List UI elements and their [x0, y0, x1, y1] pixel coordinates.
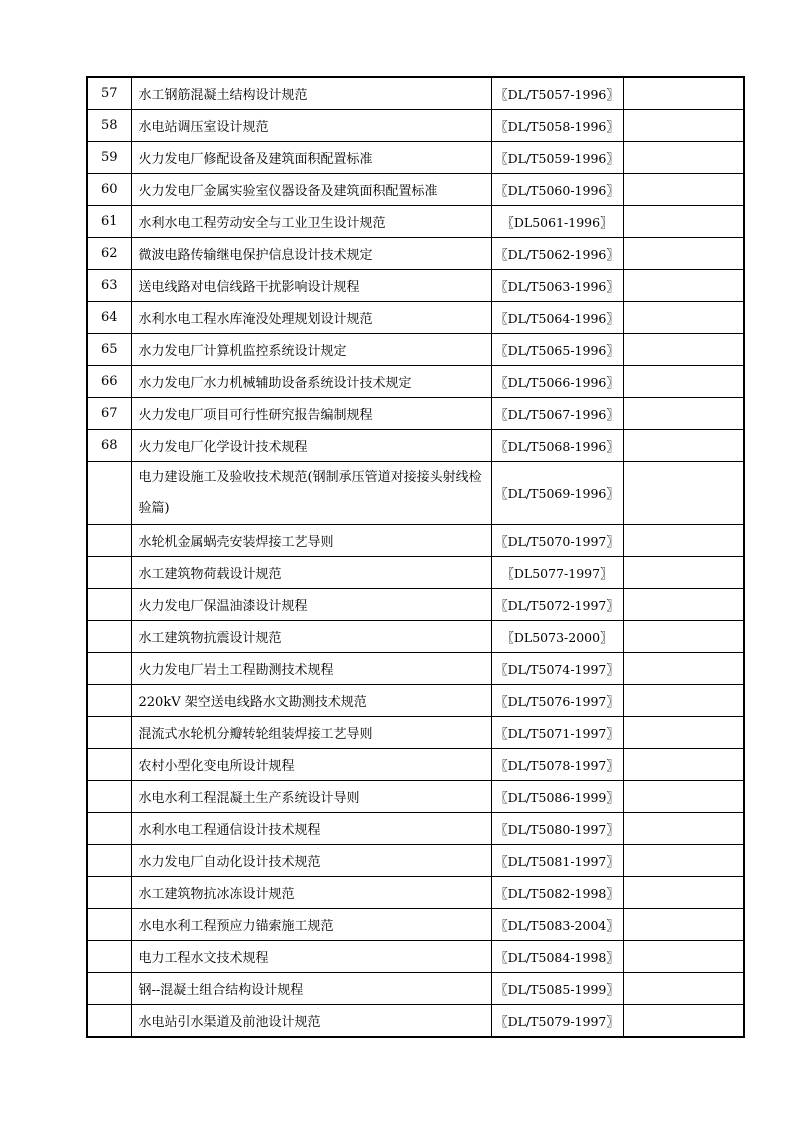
- remark-cell: [623, 302, 744, 334]
- standard-name: 火力发电厂化学设计技术规程: [131, 430, 491, 462]
- table-row: [87, 462, 744, 525]
- table-row: [87, 1005, 744, 1038]
- remark-cell: [623, 621, 744, 653]
- table-row: [87, 845, 744, 877]
- standard-code: 〖DL/T5060-1996〗: [491, 174, 623, 206]
- row-number: [87, 557, 131, 589]
- remark-cell: [623, 1005, 744, 1038]
- standard-name: 水力发电厂自动化设计技术规范: [131, 845, 491, 877]
- table-row: [87, 366, 744, 398]
- table-row: [87, 174, 744, 206]
- standard-code: 〖DL5077-1997〗: [491, 557, 623, 589]
- standard-code: 〖DL/T5066-1996〗: [491, 366, 623, 398]
- table-row: [87, 430, 744, 462]
- standard-code: 〖DL/T5082-1998〗: [491, 877, 623, 909]
- row-number: 65: [87, 334, 131, 366]
- standard-code: 〖DL/T5067-1996〗: [491, 398, 623, 430]
- remark-cell: [623, 909, 744, 941]
- remark-cell: [623, 270, 744, 302]
- standard-code: 〖DL/T5086-1999〗: [491, 781, 623, 813]
- remark-cell: [623, 366, 744, 398]
- row-number: [87, 717, 131, 749]
- standard-name: 水工建筑物荷载设计规范: [131, 557, 491, 589]
- row-number: 58: [87, 110, 131, 142]
- remark-cell: [623, 973, 744, 1005]
- remark-cell: [623, 813, 744, 845]
- table-row: [87, 238, 744, 270]
- row-number: 63: [87, 270, 131, 302]
- standard-code: 〖DL/T5058-1996〗: [491, 110, 623, 142]
- table-row: [87, 302, 744, 334]
- row-number: [87, 781, 131, 813]
- standard-code: 〖DL/T5081-1997〗: [491, 845, 623, 877]
- standard-name: 水利水电工程水库淹没处理规划设计规范: [131, 302, 491, 334]
- remark-cell: [623, 845, 744, 877]
- table-row: [87, 142, 744, 174]
- standard-code: 〖DL/T5063-1996〗: [491, 270, 623, 302]
- remark-cell: [623, 717, 744, 749]
- table-row: [87, 621, 744, 653]
- standard-name: 火力发电厂岩土工程勘测技术规程: [131, 653, 491, 685]
- standard-name: 火力发电厂保温油漆设计规程: [131, 589, 491, 621]
- remark-cell: [623, 557, 744, 589]
- row-number: [87, 813, 131, 845]
- table-row: [87, 717, 744, 749]
- row-number: [87, 462, 131, 525]
- row-number: [87, 653, 131, 685]
- table-row: [87, 270, 744, 302]
- row-number: [87, 909, 131, 941]
- standards-table: [86, 76, 745, 1038]
- table-row: [87, 973, 744, 1005]
- standard-code: 〖DL/T5065-1996〗: [491, 334, 623, 366]
- standard-code: 〖DL/T5057-1996〗: [491, 77, 623, 110]
- remark-cell: [623, 430, 744, 462]
- remark-cell: [623, 398, 744, 430]
- standards-table-body: [87, 77, 744, 1037]
- table-row: [87, 206, 744, 238]
- standard-code: 〖DL/T5085-1999〗: [491, 973, 623, 1005]
- standard-name: 电力工程水文技术规程: [131, 941, 491, 973]
- row-number: 61: [87, 206, 131, 238]
- remark-cell: [623, 238, 744, 270]
- standard-code: 〖DL5073-2000〗: [491, 621, 623, 653]
- standard-name: 水工建筑物抗冰冻设计规范: [131, 877, 491, 909]
- standard-name: 水力发电厂计算机监控系统设计规定: [131, 334, 491, 366]
- standard-name: 混流式水轮机分瓣转轮组装焊接工艺导则: [131, 717, 491, 749]
- row-number: [87, 1005, 131, 1038]
- standard-code: 〖DL/T5072-1997〗: [491, 589, 623, 621]
- standard-name: 水工钢筋混凝土结构设计规范: [131, 77, 491, 110]
- standard-name: 送电线路对电信线路干扰影响设计规程: [131, 270, 491, 302]
- standard-code: 〖DL/T5083-2004〗: [491, 909, 623, 941]
- remark-cell: [623, 941, 744, 973]
- standard-name: 火力发电厂修配设备及建筑面积配置标准: [131, 142, 491, 174]
- row-number: 66: [87, 366, 131, 398]
- standard-code: 〖DL/T5064-1996〗: [491, 302, 623, 334]
- standard-name: 农村小型化变电所设计规程: [131, 749, 491, 781]
- row-number: [87, 877, 131, 909]
- standard-code: 〖DL/T5070-1997〗: [491, 525, 623, 557]
- standard-name: 220kV 架空送电线路水文勘测技术规范: [131, 685, 491, 717]
- table-row: [87, 877, 744, 909]
- standard-name: 水电水利工程混凝土生产系统设计导则: [131, 781, 491, 813]
- table-row: [87, 557, 744, 589]
- standard-code: 〖DL/T5084-1998〗: [491, 941, 623, 973]
- table-row: [87, 110, 744, 142]
- row-number: [87, 973, 131, 1005]
- remark-cell: [623, 781, 744, 813]
- standard-name: 钢--混凝土组合结构设计规程: [131, 973, 491, 1005]
- remark-cell: [623, 110, 744, 142]
- standard-code: 〖DL/T5071-1997〗: [491, 717, 623, 749]
- standard-name: 水轮机金属蜗壳安装焊接工艺导则: [131, 525, 491, 557]
- remark-cell: [623, 462, 744, 525]
- row-number: [87, 845, 131, 877]
- standard-code: 〖DL/T5068-1996〗: [491, 430, 623, 462]
- row-number: 67: [87, 398, 131, 430]
- standard-code: 〖DL/T5059-1996〗: [491, 142, 623, 174]
- table-row: [87, 749, 744, 781]
- table-row: [87, 813, 744, 845]
- row-number: [87, 941, 131, 973]
- remark-cell: [623, 877, 744, 909]
- row-number: 64: [87, 302, 131, 334]
- standard-name: 水电站调压室设计规范: [131, 110, 491, 142]
- table-row: [87, 909, 744, 941]
- table-row: [87, 653, 744, 685]
- table-row: [87, 589, 744, 621]
- standard-name: 水利水电工程劳动安全与工业卫生设计规范: [131, 206, 491, 238]
- remark-cell: [623, 749, 744, 781]
- remark-cell: [623, 206, 744, 238]
- standard-code: 〖DL/T5078-1997〗: [491, 749, 623, 781]
- standard-name: 微波电路传输继电保护信息设计技术规定: [131, 238, 491, 270]
- standard-name: 电力建设施工及验收技术规范(钢制承压管道对接接头射线检验篇): [131, 462, 491, 525]
- row-number: [87, 525, 131, 557]
- remark-cell: [623, 142, 744, 174]
- row-number: [87, 589, 131, 621]
- table-row: [87, 781, 744, 813]
- standard-code: 〖DL/T5079-1997〗: [491, 1005, 623, 1038]
- table-row: [87, 685, 744, 717]
- remark-cell: [623, 77, 744, 110]
- table-row: [87, 941, 744, 973]
- row-number: 59: [87, 142, 131, 174]
- remark-cell: [623, 685, 744, 717]
- standard-name: 水电站引水渠道及前池设计规范: [131, 1005, 491, 1038]
- remark-cell: [623, 174, 744, 206]
- remark-cell: [623, 334, 744, 366]
- standard-code: 〖DL/T5069-1996〗: [491, 462, 623, 525]
- standard-name: 水电水利工程预应力锚索施工规范: [131, 909, 491, 941]
- remark-cell: [623, 525, 744, 557]
- table-row: [87, 398, 744, 430]
- row-number: 60: [87, 174, 131, 206]
- table-row: [87, 525, 744, 557]
- remark-cell: [623, 653, 744, 685]
- row-number: 62: [87, 238, 131, 270]
- standard-name: 水工建筑物抗震设计规范: [131, 621, 491, 653]
- standard-name: 水利水电工程通信设计技术规程: [131, 813, 491, 845]
- standard-name: 水力发电厂水力机械辅助设备系统设计技术规定: [131, 366, 491, 398]
- standard-name: 火力发电厂项目可行性研究报告编制规程: [131, 398, 491, 430]
- standard-code: 〖DL5061-1996〗: [491, 206, 623, 238]
- table-row: [87, 334, 744, 366]
- row-number: 68: [87, 430, 131, 462]
- standard-code: 〖DL/T5080-1997〗: [491, 813, 623, 845]
- remark-cell: [623, 589, 744, 621]
- row-number: [87, 685, 131, 717]
- row-number: 57: [87, 77, 131, 110]
- table-row: [87, 77, 744, 110]
- standard-name: 火力发电厂金属实验室仪器设备及建筑面积配置标准: [131, 174, 491, 206]
- standard-code: 〖DL/T5076-1997〗: [491, 685, 623, 717]
- row-number: [87, 621, 131, 653]
- standard-code: 〖DL/T5074-1997〗: [491, 653, 623, 685]
- row-number: [87, 749, 131, 781]
- standard-code: 〖DL/T5062-1996〗: [491, 238, 623, 270]
